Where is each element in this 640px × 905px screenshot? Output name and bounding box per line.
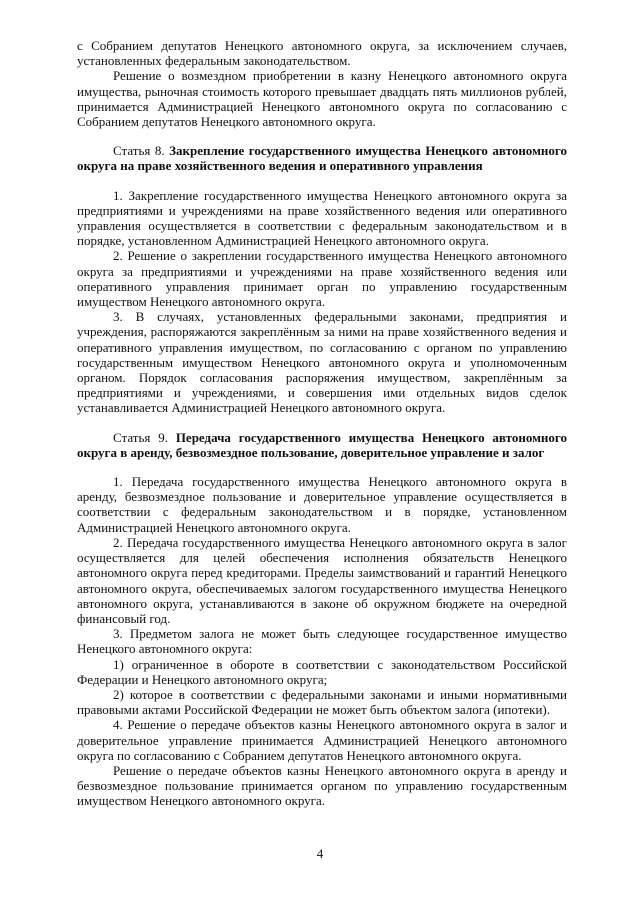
article-9-paragraph-3: 3. Предметом залога не может быть следующее государственное имущество Ненецкого автономного округа: — [77, 626, 567, 657]
article-8-heading — [77, 143, 567, 173]
intro-paragraph-2: Решение о возмездном приобретении в казну Ненецкого автономного округа имущества, рыночная стоимость которого превышает двадцать пять миллионов рублей, принимается Администрацией Ненецкого автономного округа по согласованию с Собранием депутатов Ненецкого автономного округа. — [77, 68, 567, 130]
article-8-paragraph-2: 2. Решение о закреплении государственного имущества Ненецкого автономного округа за предприятиями и учреждениями на праве хозяйственного ведения или оперативного управления принимает орган по управлению государственным имуществом Ненецкого автономного округа. — [77, 248, 567, 310]
document-page — [77, 38, 567, 809]
article-8-label: Статья 8. — [113, 143, 165, 159]
article-9-label: Статья 9. — [113, 429, 168, 445]
article-8-paragraph-3: 3. В случаях, установленных федеральными законами, предприятия и учреждения, распоряжаются закреплённым за ними на праве хозяйственного ведения и оперативного управления имуществом, по согласованию с органом по управлению государственным имуществом Ненецкого автономного округа и уполномоченным органом. Порядок согласования распоряжения имуществом, закреплённым за предприятиями и учреждениями, и совершения ими отдельных видов сделок устанавливается Администрацией Ненецкого автономного округа. — [77, 309, 567, 416]
article-9-title: Передача государственного имущества Ненецкого автономного округа в аренду, безвозмездное пользование, доверительное управление и залог — [77, 429, 567, 460]
article-9-paragraph-4: 4. Решение о передаче объектов казны Ненецкого автономного округа в залог и доверительное управление принимается Администрацией Ненецкого автономного округа по согласованию с Собранием депутатов Ненецкого автономного округа. — [77, 717, 567, 763]
article-9-list-item-1: 1) ограниченное в обороте в соответствии с законодательством Российской Федерации и Ненецкого автономного округа; — [77, 656, 567, 687]
article-8-paragraph-1: 1. Закрепление государственного имущества Ненецкого автономного округа за предприятиями и учреждениями на праве хозяйственного ведения или оперативного управления осуществляется в соответствии с федеральным законодательством и в порядке, установленном Администрацией Ненецкого автономного округа. — [77, 187, 567, 249]
intro-paragraph-1: с Собранием депутатов Ненецкого автономного округа, за исключением случаев, установленных федеральным законодательством. — [77, 38, 567, 69]
article-8-title: Закрепление государственного имущества Ненецкого автономного округа на праве хозяйственного ведения и оперативного управления — [77, 143, 567, 174]
page-number: 4 — [316, 846, 324, 861]
article-9-heading — [77, 430, 567, 460]
article-9-paragraph-5: Решение о передаче объектов казны Ненецкого автономного округа в аренду и безвозмездное пользование принимается органом по управлению государственным имуществом Ненецкого автономного округа. — [77, 762, 567, 809]
article-9-list-item-2: 2) которое в соответствии с федеральными законами и иными нормативными правовыми актами Российской Федерации не может быть объектом залога (ипотеки). — [77, 686, 567, 718]
article-9-paragraph-2: 2. Передача государственного имущества Ненецкого автономного округа в залог осуществляется для целей обеспечения исполнения обязательств Ненецкого автономного округа перед кредиторами. Пределы заимствований и гарантий Ненецкого автономного округа, обеспечиваемых залогом государственного имущества Ненецкого автономного округа, устанавливаются в законе об окружном бюджете на очередной финансовый год. — [77, 534, 567, 626]
article-9-paragraph-1: 1. Передача государственного имущества Ненецкого автономного округа в аренду, безвозмездное пользование и доверительное управление осуществляется в соответствии с федеральным законодательством и в порядке, установленном Администрацией Ненецкого автономного округа. — [77, 474, 567, 535]
